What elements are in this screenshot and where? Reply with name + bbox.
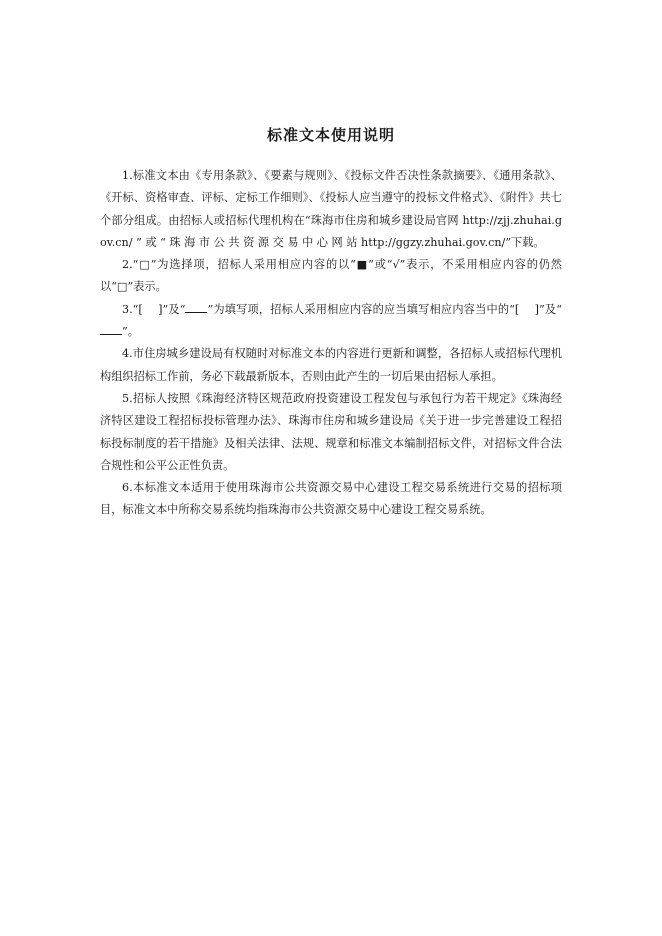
page-title: 标准文本使用说明 bbox=[266, 126, 395, 144]
paragraph-2: 2.“□”为选择项，招标人采用相应内容的以“■”或“√”表示，不采用相应内容的仍然以“□”表示。 bbox=[100, 258, 562, 294]
paragraph-4: 4.市住房城乡建设局有权随时对标准文本的内容进行更新和调整，各招标人或招标代理机构组织招标工作前，务必下载最新版本，否则由此产生的一切后果由招标人承担。 bbox=[100, 347, 562, 383]
fill-blank-underline bbox=[100, 323, 122, 335]
paragraph-3-part2: ”为填写项，招标人采用相应内容的应当填写相应内容当中的“[ ]”及“ bbox=[207, 302, 562, 316]
paragraph-3 bbox=[100, 299, 562, 344]
paragraph-5: 5.招标人按照《珠海经济特区规范政府投资建设工程发包与承包行为若干规定》《珠海经济特区建设工程招标投标管理办法》、珠海市住房和城乡建设局《关于进一步完善建设工程招标投标制度的若干措施》及相关法律、法规、规章和标准文本编制招标文件，对招标文件合法合规性和公平公正性负责。 bbox=[100, 391, 562, 472]
fill-blank-underline bbox=[185, 301, 207, 313]
paragraph-3-part1: 3.“[ ]”及“ bbox=[122, 302, 186, 316]
paragraph-6: 6.本标准文本适用于使用珠海市公共资源交易中心建设工程交易系统进行交易的招标项目，标准文本中所称交易系统均指珠海市公共资源交易中心建设工程交易系统。 bbox=[100, 481, 562, 517]
paragraph-1: 1.标准文本由《专用条款》、《要素与规则》、《投标文件否决性条款摘要》、《通用条款》、《开标、资格审查、评标、定标工作细则》、《投标人应当遵守的投标文件格式》、《附件》共七个部分组成。由招标人或招标代理机构在“珠海市住房和城乡建设局官网 http://zjj.zhuhai.gov.cn/ ” 或 “ 珠 海 市 公 共 资 源 交 易 中 心 网 站 http://ggzy.zhuhai.gov.cn/”下载。 bbox=[100, 169, 562, 249]
paragraph-3-part3: ”。 bbox=[122, 325, 139, 339]
document-body bbox=[100, 165, 562, 522]
